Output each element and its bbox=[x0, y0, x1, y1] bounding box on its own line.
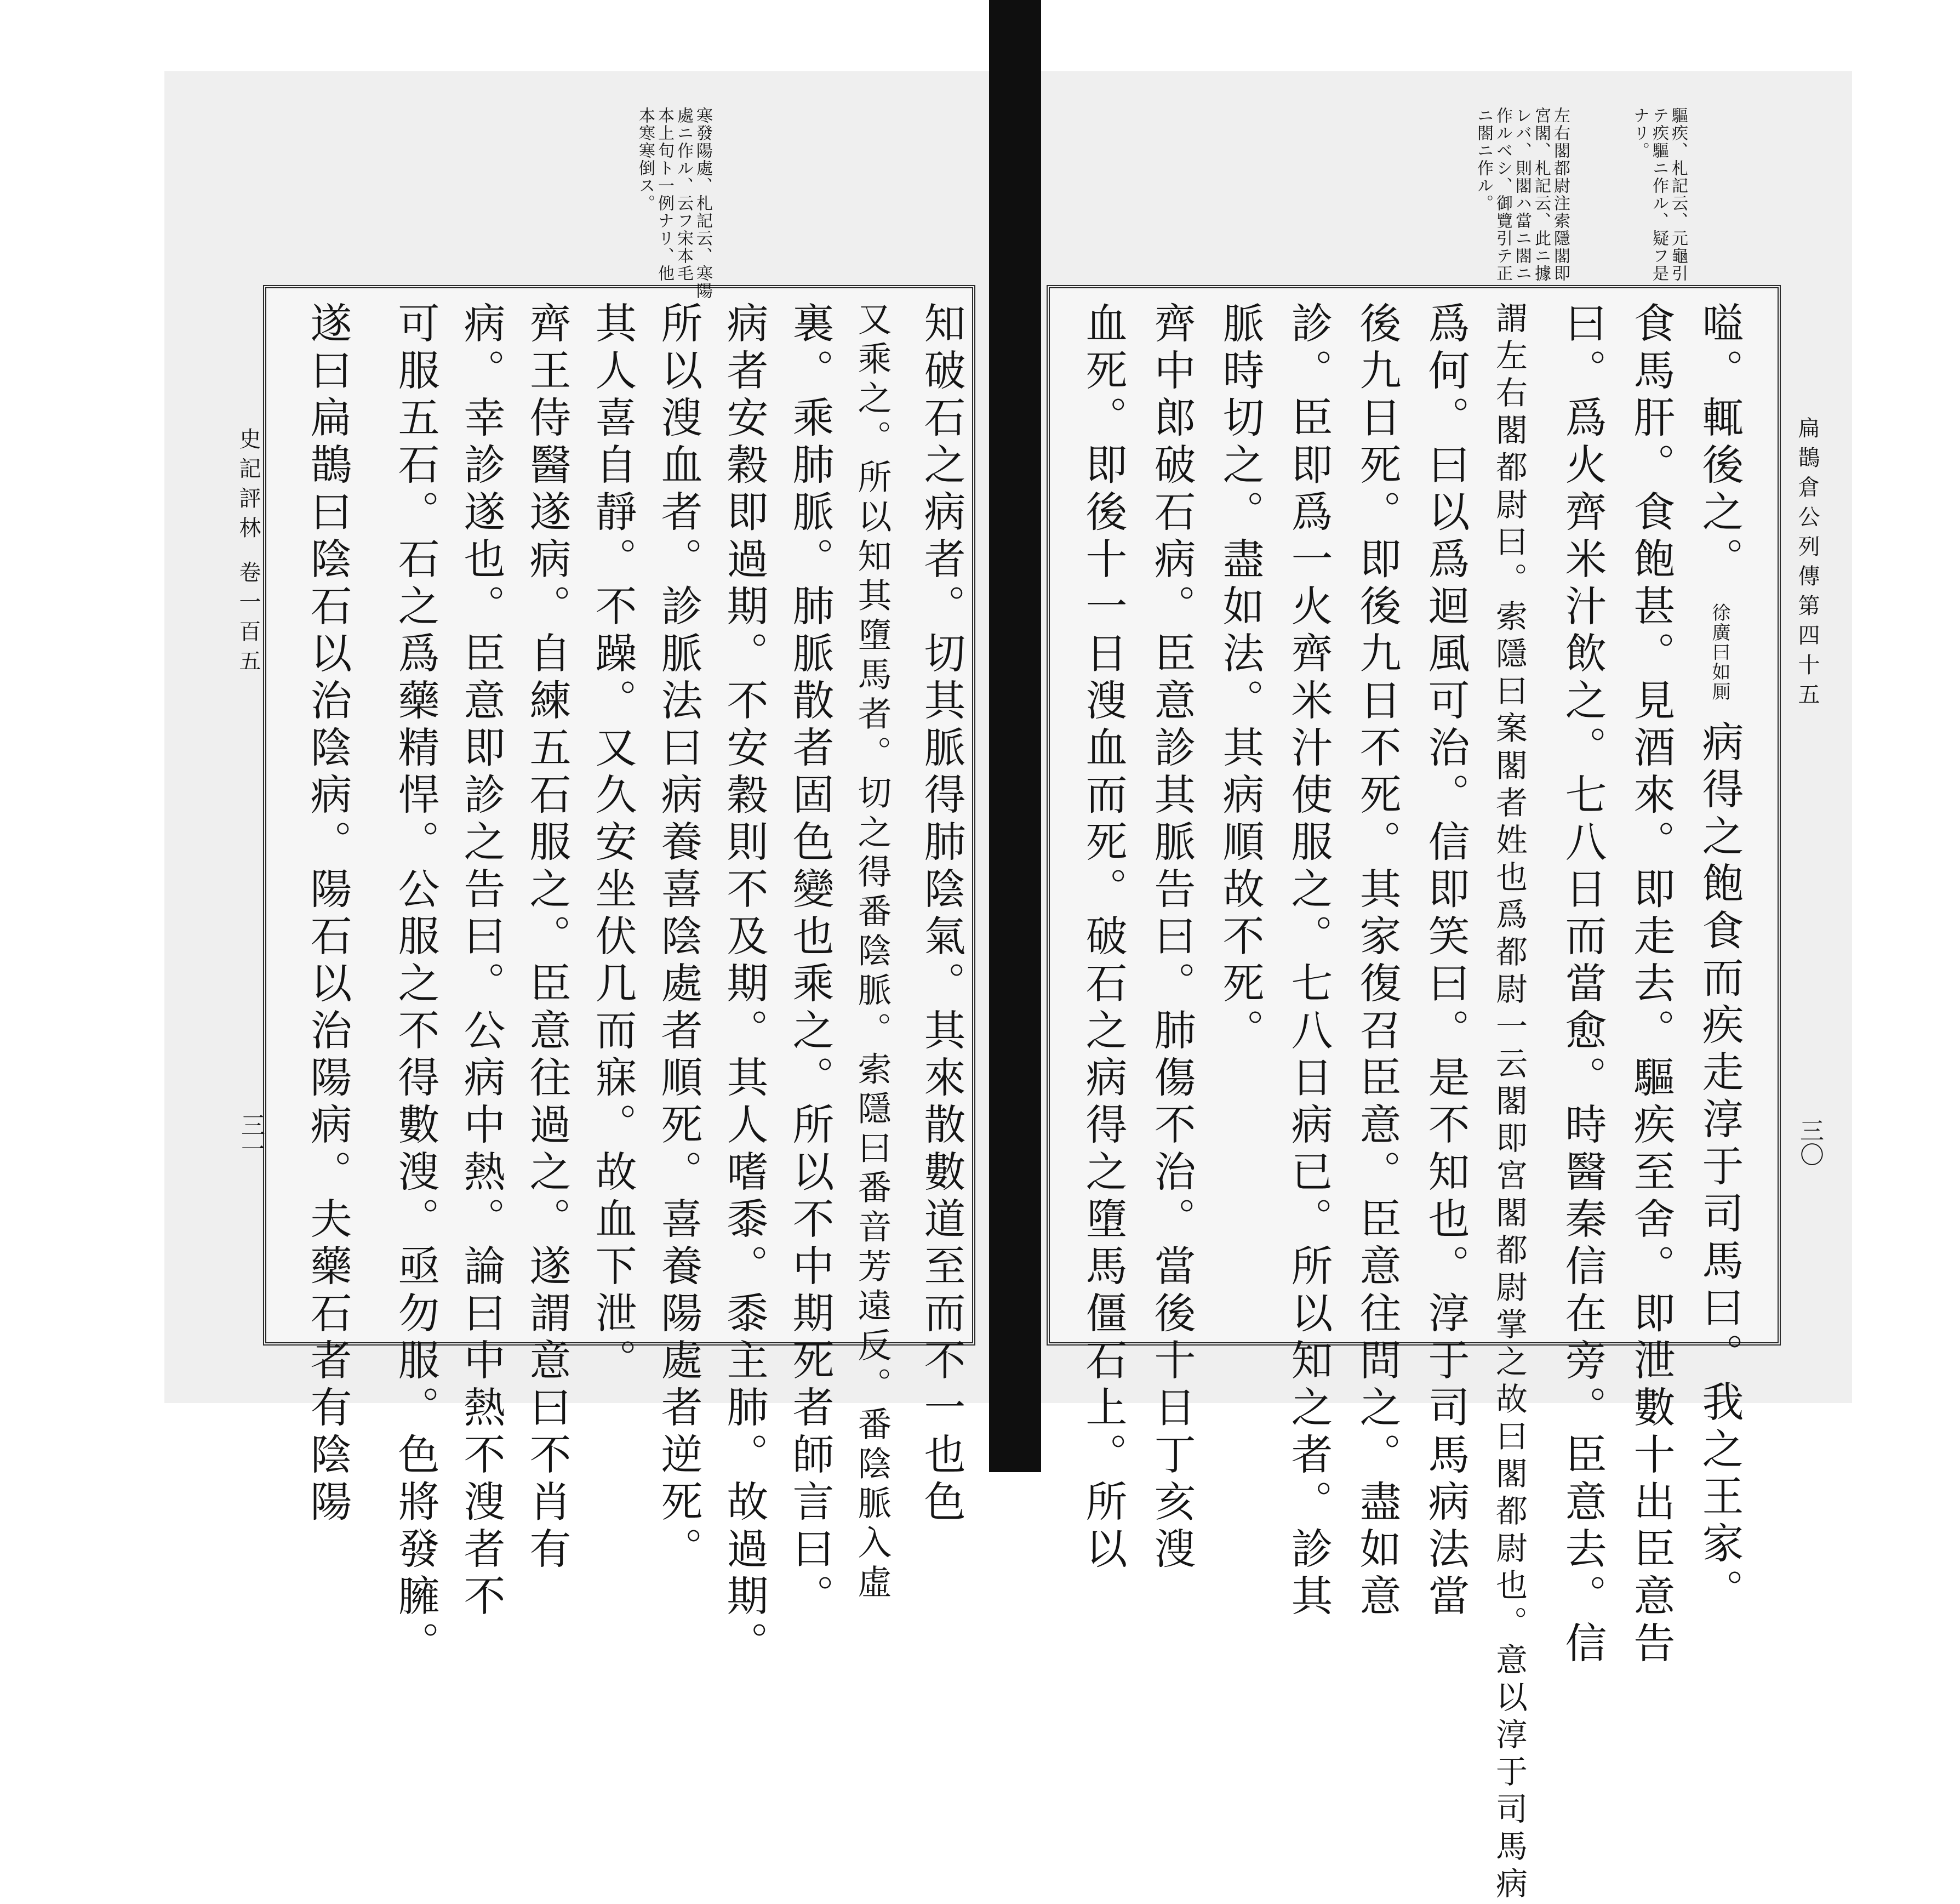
right-headnote-b-1: 左右閣都尉注索隱閣即 bbox=[1551, 107, 1570, 282]
book-spine bbox=[989, 0, 1041, 1472]
left-column-1: 知破石之病者。切其脈得肺陰氣。其來散數道至而不一也色 bbox=[917, 301, 966, 1527]
right-column-2: 食馬肝。食飽甚。見酒來。即走去。驅疾至舍。即泄數十出臣意告 bbox=[1627, 301, 1676, 1668]
right-column-3: 曰。爲火齊米汁飲之。七八日而當愈。時醫秦信在旁。臣意去。信 bbox=[1558, 301, 1607, 1668]
left-column-4: 病者安穀即過期。不安穀則不及期。其人嗜黍。黍主肺。故過期。 bbox=[720, 301, 769, 1668]
right-headnote-b-2: 宮閣、札記云、此ニ據 bbox=[1532, 107, 1551, 282]
left-column-6: 其人喜自靜。不躁。又久安坐伏几而寐。故血下泄。 bbox=[588, 301, 637, 1386]
right-column-5: 爲何。曰以爲迴風可治。信即笑曰。是不知也。淳于司馬病法當 bbox=[1421, 301, 1470, 1621]
left-column-3: 裏。乘肺脈。肺脈散者固色變也乘之。所以不中期死者師言曰。 bbox=[786, 301, 835, 1621]
left-headnote-4: 本寒寒倒ス。 bbox=[636, 107, 655, 212]
left-column-2: 又乘之。所以知其墮馬者。切之得番陰脈。索隱曰番音芳遠反。番陰脈入虛 bbox=[852, 301, 892, 1604]
left-headnote-1: 寒發陽處、札記云、寒陽 bbox=[693, 107, 712, 300]
right-column-6: 後九日死。即後九日不死。其家復召臣意。臣意往問之。盡如意 bbox=[1353, 301, 1402, 1621]
right-column-1-note: 徐廣曰如厠 bbox=[1708, 603, 1730, 702]
left-column-10: 遂曰扁鵲曰陰石以治陰病。陽石以治陽病。夫藥石者有陰陽 bbox=[304, 301, 352, 1527]
right-column-4: 謂左右閣都尉曰。索隱曰案閣者姓也爲都尉一云閣即宮閣都尉掌之故曰閣都尉也。意以淳于司馬病 bbox=[1490, 301, 1528, 1904]
right-column-9: 齊中郎破石病。臣意診其脈告曰。肺傷不治。當後十日丁亥溲 bbox=[1147, 301, 1196, 1574]
left-column-9: 可服五石。石之爲藥精悍。公服之不得數溲。亟勿服。色將發臃。 bbox=[391, 301, 440, 1668]
right-column-1-head: 嗌。輒後之。 bbox=[1695, 301, 1744, 584]
right-headnote-b-4: 作ルベシ、御覽引テ正 bbox=[1493, 107, 1512, 282]
right-headnote-b-3: レバ、則閣ハ當ニ閤ニ bbox=[1512, 107, 1532, 282]
right-column-10: 血死。即後十一日溲血而死。破石之病得之墮馬僵石上。所以 bbox=[1079, 301, 1128, 1574]
right-headnote-a-2: テ疾驅ニ作ル、疑フ是 bbox=[1649, 107, 1668, 282]
right-folio: 三〇 bbox=[1796, 1118, 1824, 1166]
left-headnote-3: 本上旬ト一例ナリ、他 bbox=[655, 107, 674, 282]
right-headnote-b-5: ニ閤ニ作ル。 bbox=[1474, 107, 1493, 212]
left-headnote-2: 處ニ作ル、云フ宋本毛 bbox=[674, 107, 693, 282]
left-column-5: 所以溲血者。診脈法曰病養喜陰處者順死。喜養陽處者逆死。 bbox=[654, 301, 703, 1574]
right-headnote-a-1: 驅疾、札記云、元龜引 bbox=[1668, 107, 1688, 282]
left-column-7: 齊王侍醫遂病。自練五石服之。臣意往過之。遂謂意曰不肖有 bbox=[523, 301, 572, 1574]
right-column-1 bbox=[1695, 301, 1744, 1616]
left-column-8: 病。幸診遂也。臣意即診之告曰。公病中熱。論曰中熱不溲者不 bbox=[457, 301, 506, 1621]
left-folio: 三一 bbox=[237, 1113, 265, 1161]
right-running-head: 扁鵲倉公列傳第四十五 bbox=[1795, 417, 1820, 712]
right-column-8: 脈時切之。盡如法。其病順故不死。 bbox=[1216, 301, 1265, 1056]
right-column-1-tail: 病得之飽食而疾走淳于司馬曰。我之王家。 bbox=[1695, 720, 1744, 1616]
right-column-7: 診。臣即爲一火齊米汁使服之。七八日病已。所以知之者。診其 bbox=[1284, 301, 1333, 1621]
right-headnote-a-3: ナリ。 bbox=[1630, 107, 1649, 159]
left-running-head: 史記評林 卷一百五 bbox=[236, 427, 261, 679]
